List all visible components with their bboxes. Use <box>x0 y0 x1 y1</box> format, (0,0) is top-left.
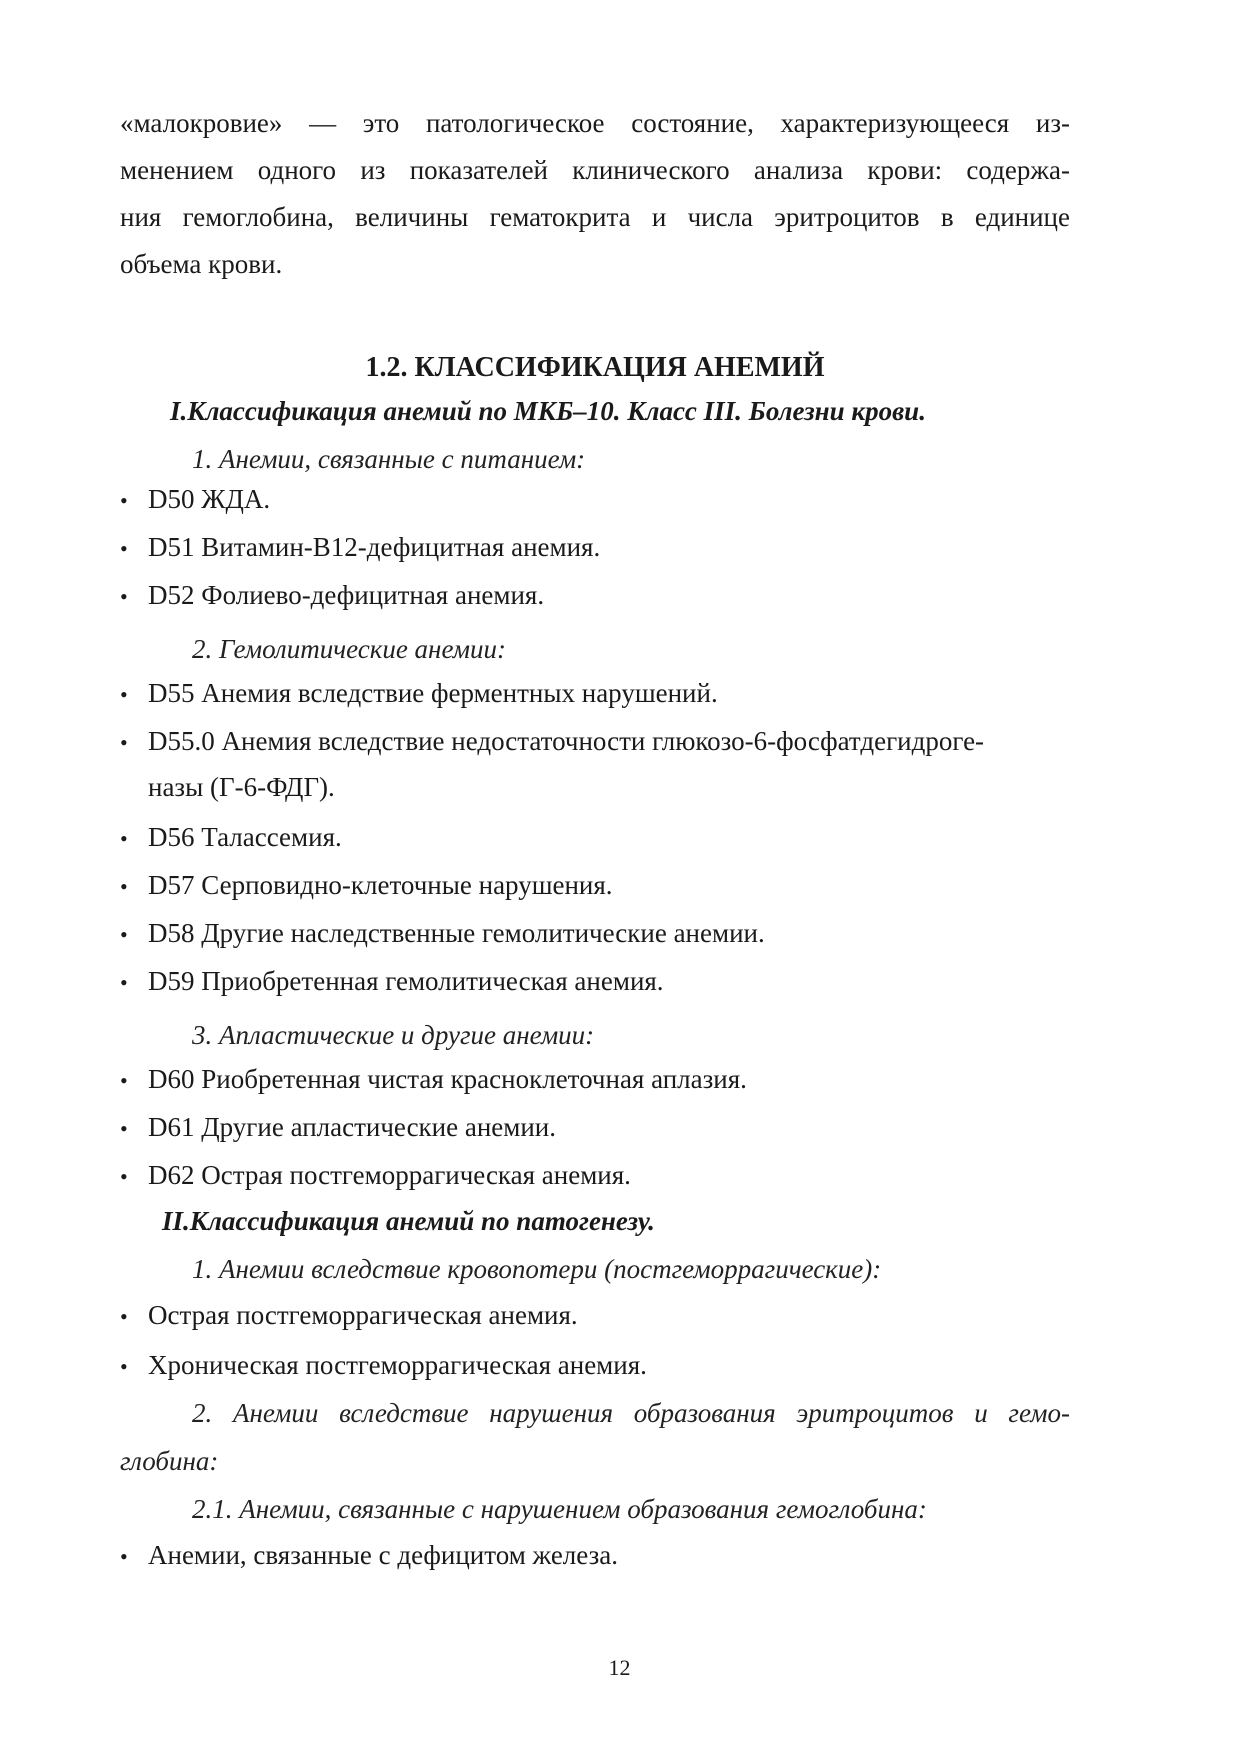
list-item: • Хроническая постгеморрагическая анемия. <box>120 1350 647 1380</box>
list-item: • D59 Приобретенная гемолитическая анемия. <box>120 966 664 996</box>
bullet-icon: • <box>120 584 128 609</box>
bullet-icon: • <box>120 682 128 707</box>
intro-line: менением одного из показателей клинического анализа крови: содержа- <box>120 155 1070 185</box>
group-title: 2. Гемолитические анемии: <box>192 634 506 664</box>
group-title: 2.1. Анемии, связанные с нарушением образования гемоглобина: <box>192 1494 927 1524</box>
list-item: • D58 Другие наследственные гемолитические анемии. <box>120 918 765 948</box>
list-item: • D51 Витамин-B12-дефицитная анемия. <box>120 532 601 562</box>
section-title: 1.2. КЛАССИФИКАЦИЯ АНЕМИЙ <box>365 352 825 383</box>
intro-line: объема крови. <box>120 249 283 279</box>
bullet-icon: • <box>120 1164 128 1189</box>
list-item: • D61 Другие апластические анемии. <box>120 1112 557 1142</box>
bullet-icon: • <box>120 826 128 851</box>
bullet-icon: • <box>120 730 128 755</box>
page-number: 12 <box>608 1655 631 1680</box>
list-item: • D57 Серповидно-клеточные нарушения. <box>120 870 613 900</box>
bullet-icon: • <box>120 488 128 513</box>
list-item: • D60 Риобретенная чистая красноклеточная аплазия. <box>120 1064 747 1094</box>
list-item: • D52 Фолиево-дефицитная анемия. <box>120 580 545 610</box>
list-item: • D56 Талассемия. <box>120 822 342 852</box>
list-item: • D55.0 Анемия вследствие недостаточности глюкозо-6-фосфатдегидроге- <box>120 726 985 756</box>
class2-heading: II.Классификация анемий по патогенезу. <box>162 1206 655 1236</box>
bullet-icon: • <box>120 970 128 995</box>
bullet-icon: • <box>120 1068 128 1093</box>
list-item: • D55 Анемия вследствие ферментных нарушений. <box>120 678 718 708</box>
intro-paragraph <box>120 100 1070 288</box>
bullet-icon: • <box>120 874 128 899</box>
intro-line: ния гемоглобина, величины гематокрита и числа эритроцитов в единице <box>120 202 1070 232</box>
class1-heading: I.Классификация анемий по МКБ–10. Класс III. Болезни крови. <box>170 396 926 426</box>
list-item: • Анемии, связанные с дефицитом железа. <box>120 1540 618 1570</box>
list-item-continuation: назы (Г-6-ФДГ). <box>148 772 335 802</box>
list-item: • Острая постгеморрагическая анемия. <box>120 1300 578 1330</box>
group-title-continuation: глобина: <box>120 1446 219 1476</box>
group-title: 1. Анемии, связанные с питанием: <box>192 444 586 474</box>
bullet-icon: • <box>120 922 128 947</box>
intro-line: «малокровие» — это патологическое состояние, характеризующееся из- <box>120 108 1070 138</box>
group-title: 2. Анемии вследствие нарушения образования эритроцитов и гемо- <box>192 1398 1070 1428</box>
list-item: • D50 ЖДА. <box>120 484 271 514</box>
list-item: • D62 Острая постгеморрагическая анемия. <box>120 1160 631 1190</box>
group-title: 1. Анемии вследствие кровопотери (постгеморрагические): <box>192 1254 882 1284</box>
bullet-icon: • <box>120 1304 128 1329</box>
bullet-icon: • <box>120 1354 128 1379</box>
bullet-icon: • <box>120 536 128 561</box>
bullet-icon: • <box>120 1544 128 1569</box>
bullet-icon: • <box>120 1116 128 1141</box>
group-title: 3. Апластические и другие анемии: <box>192 1020 595 1050</box>
